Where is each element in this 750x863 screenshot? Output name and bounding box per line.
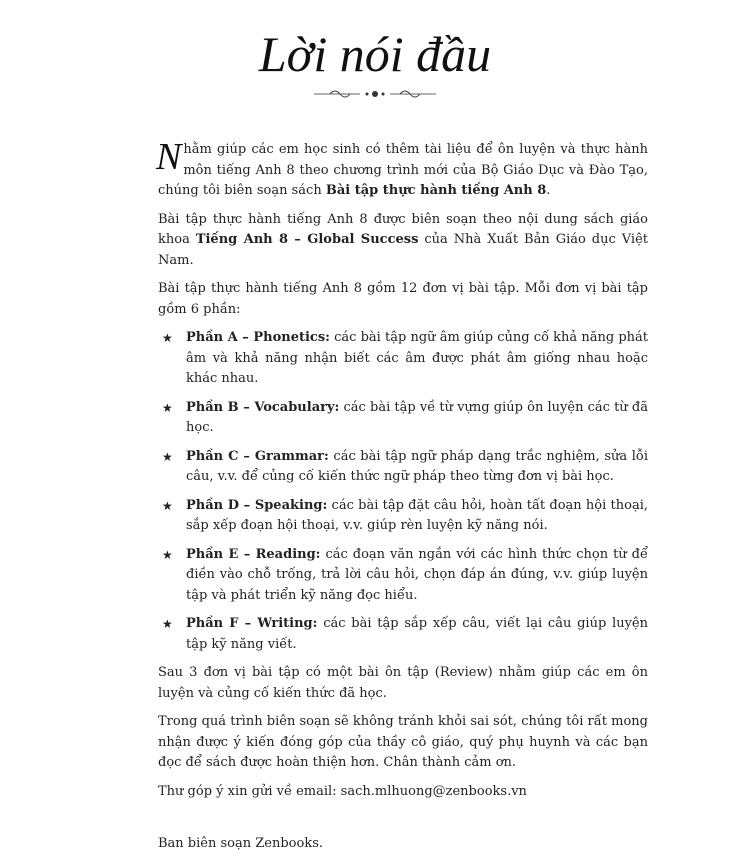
book-title: Bài tập thực hành tiếng Anh 8 xyxy=(325,183,547,198)
list-item: ★ Phần D – Speaking: các bài tập đặt câu hỏi, hoàn tất đoạn hội thoại, sắp xếp đoạn hội thoại, v.v. giúp rèn luyện kỹ năng nói. xyxy=(162,497,648,533)
star-icon: ★ xyxy=(162,498,173,513)
page-title: Lời nói đầu xyxy=(258,26,492,82)
parts-list xyxy=(158,328,648,655)
signature: Ban biên soạn Zenbooks. xyxy=(158,836,323,851)
textbook-title: Tiếng Anh 8 – Global Success xyxy=(195,232,419,247)
list-item: ★ Phần A – Phonetics: các bài tập ngữ âm giúp củng cố khả năng phát âm và khả năng nhận biết các âm được phát âm giống nhau hoặc khác nhau. xyxy=(162,330,648,386)
star-icon: ★ xyxy=(162,449,173,464)
flourish-ornament-icon xyxy=(0,86,750,100)
textbook-paragraph: Bài tập thực hành tiếng Anh 8 được biên soạn theo nội dung sách giáo khoa Tiếng Anh 8 – Global Success của Nhà Xuất Bản Giáo dục Việt Nam. xyxy=(158,211,648,268)
list-item: ★ Phần E – Reading: các đoạn văn ngắn với các hình thức chọn từ để điền vào chỗ trống, trả lời câu hỏi, chọn đáp án đúng, v.v. giúp luyện tập và phát triển kỹ năng đọc hiểu. xyxy=(162,546,648,603)
list-item: ★ Phần F – Writing: các bài tập sắp xếp câu, viết lại câu giúp luyện tập kỹ năng viết. xyxy=(162,616,648,652)
structure-paragraph: Bài tập thực hành tiếng Anh 8 gồm 12 đơn vị bài tập. Mỗi đơn vị bài tập gồm 6 phần: xyxy=(158,281,648,317)
review-paragraph: Sau 3 đơn vị bài tập có một bài ôn tập (Review) nhằm giúp các em ôn luyện và củng cố kiến thức đã học. xyxy=(158,665,648,701)
preface-body xyxy=(156,136,648,863)
list-item: ★ Phần B – Vocabulary: các bài tập về từ vựng giúp ôn luyện các từ đã học. xyxy=(162,399,648,435)
list-item: ★ Phần C – Grammar: các bài tập ngữ pháp dạng trắc nghiệm, sửa lỗi câu, v.v. để củng cố kiến thức ngữ pháp theo từng đơn vị bài học. xyxy=(162,448,648,484)
intro-paragraph: Nhằm giúp các em học sinh có thêm tài liệu để ôn luyện và thực hành môn tiếng Anh 8 theo chương trình mới của Bộ Giáo Dục và Đào Tạo, chúng tôi biên soạn sách Bài tập thực hành tiếng Anh 8. xyxy=(156,136,648,198)
star-icon: ★ xyxy=(162,400,173,415)
star-icon: ★ xyxy=(162,331,173,345)
star-icon: ★ xyxy=(162,547,173,562)
contact-line: Thư góp ý xin gửi về email: sach.mlhuong@zenbooks.vn xyxy=(158,783,527,799)
thanks-paragraph: Trong quá trình biên soạn sẽ không tránh khỏi sai sót, chúng tôi rất mong nhận được ý kiến đóng góp của thầy cô giáo, quý phụ huynh và các bạn đọc để sách được hoàn thiện hơn. Chân thành cảm ơn. xyxy=(158,714,648,770)
star-icon: ★ xyxy=(162,617,173,631)
drop-cap: N xyxy=(156,136,182,178)
